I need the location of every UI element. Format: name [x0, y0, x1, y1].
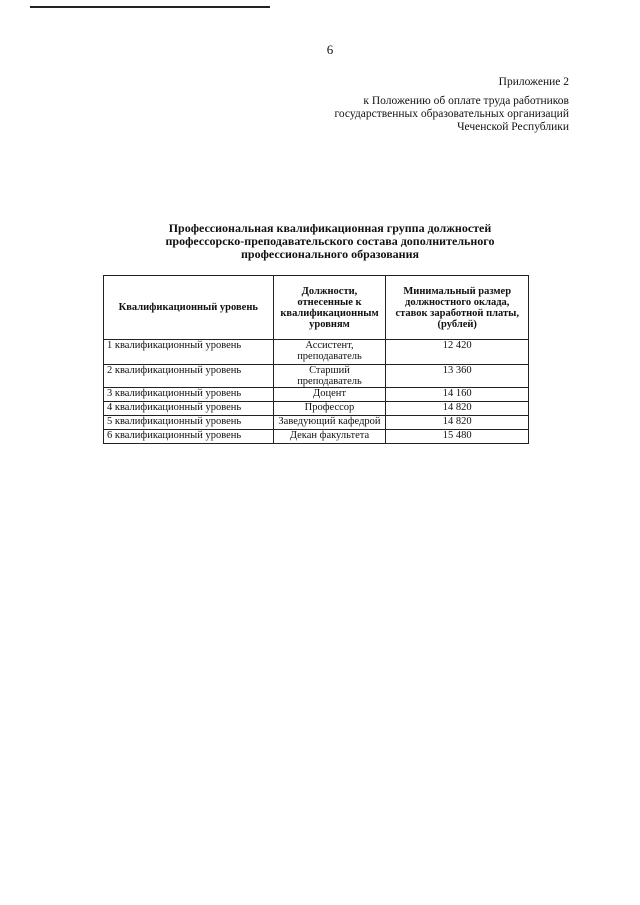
- salary-cell: 13 360: [386, 365, 529, 388]
- salary-cell: 15 480: [386, 430, 529, 444]
- position-cell: Ассистент, преподаватель: [273, 340, 386, 365]
- level-cell: 1 квалификационный уровень: [104, 340, 274, 365]
- table-row: [104, 402, 529, 416]
- table-row: [104, 340, 529, 365]
- table-header-row: [104, 276, 529, 340]
- level-cell: 2 квалификационный уровень: [104, 365, 274, 388]
- position-cell: Заведующий кафедрой: [273, 416, 386, 430]
- level-cell: 5 квалификационный уровень: [104, 416, 274, 430]
- appendix-title: Приложение 2: [498, 76, 569, 88]
- title-line: профессорско-преподавательского состава дополнительного: [165, 234, 495, 248]
- salary-cell: 14 820: [386, 416, 529, 430]
- position-cell: Доцент: [273, 388, 386, 402]
- level-cell: 4 квалификационный уровень: [104, 402, 274, 416]
- position-cell: Профессор: [273, 402, 386, 416]
- position-cell: Старший преподаватель: [273, 365, 386, 388]
- table-row: [104, 388, 529, 402]
- table-row: [104, 430, 529, 444]
- appendix-block: [334, 76, 569, 134]
- document-title: [100, 222, 560, 261]
- page-number: 6: [326, 42, 334, 57]
- salary-table: [103, 275, 529, 444]
- header-salary: Минимальный размер должностного оклада, ставок заработной платы, (рублей): [386, 276, 529, 340]
- salary-cell: 14 160: [386, 388, 529, 402]
- table-row: [104, 416, 529, 430]
- salary-cell: 14 820: [386, 402, 529, 416]
- salary-cell: 12 420: [386, 340, 529, 365]
- header-position: Должности, отнесенные к квалификационным уровням: [273, 276, 386, 340]
- title-line: профессионального образования: [240, 247, 420, 261]
- appendix-line: государственных образовательных организаций: [334, 108, 569, 120]
- table-row: [104, 365, 529, 388]
- level-cell: 6 квалификационный уровень: [104, 430, 274, 444]
- position-cell: Декан факультета: [273, 430, 386, 444]
- appendix-line: к Положению об оплате труда работников: [363, 95, 569, 107]
- header-level: Квалификационный уровень: [104, 276, 274, 340]
- level-cell: 3 квалификационный уровень: [104, 388, 274, 402]
- appendix-line: Чеченской Республики: [457, 121, 569, 133]
- title-line: Профессиональная квалификационная группа должностей: [168, 221, 492, 235]
- top-rule: [30, 6, 270, 8]
